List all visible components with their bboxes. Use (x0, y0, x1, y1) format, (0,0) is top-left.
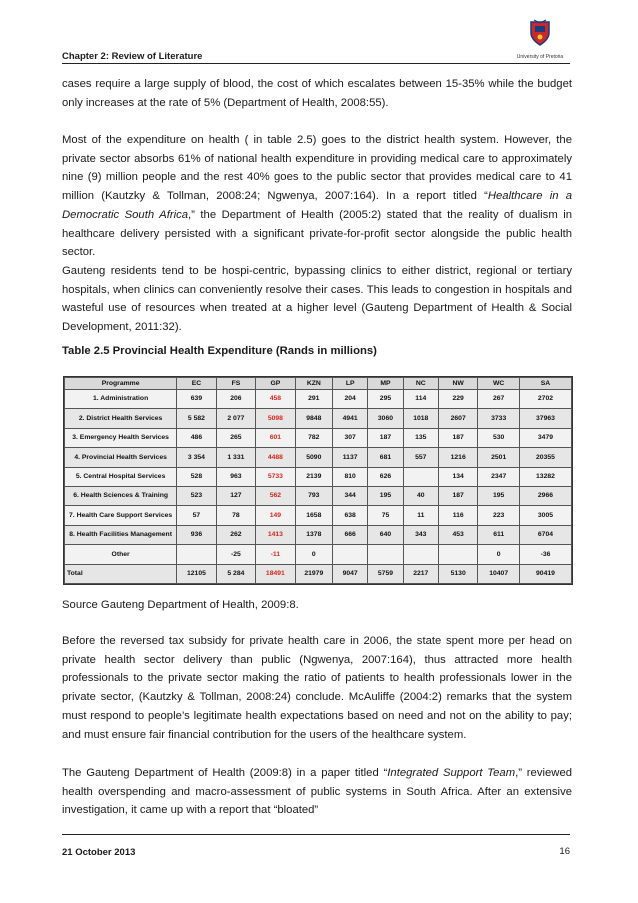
value-cell: 782 (295, 428, 332, 447)
value-cell (368, 545, 403, 564)
value-cell: 149 (256, 506, 295, 525)
value-cell: 187 (438, 486, 477, 505)
paper-title: Integrated Support Team (387, 767, 516, 779)
value-cell: 90419 (519, 564, 571, 583)
value-cell: 963 (216, 467, 255, 486)
paragraph-tax-subsidy: Before the reversed tax subsidy for private health care in 2006, the state spent more per head on private health sector delivery than public (Ngwenya, 2007:164), thus attracted more health professionals to the private sector making the ratio of patients to health professionals lower in the private sector, (Kautzky & Tollman, 2008:24) conclude. McAuliffe (2004:2) remarks that the system must respond to people’s legitimate health expectations based on need and not on the ability to pay; and must ensure fair financial contribution for the users of the healthcare system. (62, 635, 572, 741)
value-cell: 611 (478, 525, 520, 544)
value-cell: 557 (403, 448, 438, 467)
table-source: Source Gauteng Department of Health, 2009:8. (62, 599, 299, 611)
value-cell: 523 (177, 486, 216, 505)
report-title: Healthcare in a Democratic South Africa (62, 190, 573, 221)
value-cell: 2702 (519, 390, 571, 409)
programme-cell: 1. Administration (65, 390, 177, 409)
table-row (65, 448, 572, 467)
value-cell (333, 545, 368, 564)
column-header: WC (478, 378, 520, 390)
value-cell: 793 (295, 486, 332, 505)
page-number: 16 (559, 846, 570, 857)
chapter-title: Chapter 2: Review of Literature (62, 51, 203, 62)
value-cell: 601 (256, 428, 295, 447)
value-cell: 307 (333, 428, 368, 447)
paragraph-expenditure-part-b: ,” the Department of Health (2005:2) stated that the reality of dualism in healthcare delivery persisted with a significant private-for-profit sector alongside the public health sector. (62, 208, 572, 259)
paragraph-gauteng-report (62, 764, 572, 820)
table-title: Table 2.5 Provincial Health Expenditure (Rands in millions) (62, 345, 377, 357)
value-cell: 3479 (519, 428, 571, 447)
programme-cell: 4. Provincial Health Services (65, 448, 177, 467)
footer-date: 21 October 2013 (62, 847, 136, 858)
value-cell: 5098 (256, 409, 295, 428)
value-cell: 2501 (478, 448, 520, 467)
value-cell: 528 (177, 467, 216, 486)
footer-divider (62, 834, 570, 835)
table-row (65, 506, 572, 525)
value-cell: 810 (333, 467, 368, 486)
value-cell: 0 (295, 545, 332, 564)
value-cell: 1658 (295, 506, 332, 525)
table-row (65, 486, 572, 505)
value-cell: 5090 (295, 448, 332, 467)
value-cell: 75 (368, 506, 403, 525)
table-row (65, 409, 572, 428)
value-cell: 9047 (333, 564, 368, 583)
value-cell: 78 (216, 506, 255, 525)
programme-cell: Other (65, 545, 177, 564)
value-cell: 638 (333, 506, 368, 525)
column-header: LP (333, 378, 368, 390)
value-cell (177, 545, 216, 564)
value-cell: 223 (478, 506, 520, 525)
value-cell: 936 (177, 525, 216, 544)
paragraph-expenditure-part-a: Most of the expenditure on health ( in table 2.5) goes to the district health system. However, the private sector absorbs 61% of national health expenditure in providing medical care to approximately nine (9) million people and the rest 40% goes to the public sector that provides medical care to 41 million (Kautzky & Tollman, 2008:24; Ngwenya, 2007:164). In a report titled “ (62, 134, 572, 203)
column-header: Programme (65, 378, 177, 390)
value-cell: 206 (216, 390, 255, 409)
value-cell: 262 (216, 525, 255, 544)
value-cell: 57 (177, 506, 216, 525)
column-header: NW (438, 378, 477, 390)
value-cell: 291 (295, 390, 332, 409)
value-cell: 562 (256, 486, 295, 505)
value-cell: 204 (333, 390, 368, 409)
value-cell: 1413 (256, 525, 295, 544)
value-cell: 453 (438, 525, 477, 544)
value-cell: 3 354 (177, 448, 216, 467)
expenditure-table-container (63, 376, 573, 585)
value-cell: 116 (438, 506, 477, 525)
value-cell: -25 (216, 545, 255, 564)
university-crest-icon (528, 19, 552, 47)
value-cell: 9848 (295, 409, 332, 428)
column-header: FS (216, 378, 255, 390)
table-header-row (65, 378, 572, 390)
paragraph-blood-cost: cases require a large supply of blood, the cost of which escalates between 15-35% while the budget only increases at the rate of 5% (Department of Health, 2008:55). (62, 78, 572, 109)
column-header: GP (256, 378, 295, 390)
value-cell: 3060 (368, 409, 403, 428)
value-cell: 127 (216, 486, 255, 505)
header-divider (62, 63, 570, 64)
table-row (65, 390, 572, 409)
column-header: EC (177, 378, 216, 390)
paragraph-expenditure (62, 131, 572, 262)
value-cell: 2 077 (216, 409, 255, 428)
value-cell: 4488 (256, 448, 295, 467)
value-cell: 343 (403, 525, 438, 544)
column-header: MP (368, 378, 403, 390)
value-cell: 639 (177, 390, 216, 409)
value-cell: 20355 (519, 448, 571, 467)
value-cell: 0 (478, 545, 520, 564)
university-name: University of Pretoria (516, 54, 564, 60)
value-cell: 1 331 (216, 448, 255, 467)
table-row (65, 545, 572, 564)
value-cell: 344 (333, 486, 368, 505)
value-cell: 295 (368, 390, 403, 409)
programme-cell: 8. Health Facilities Management (65, 525, 177, 544)
value-cell (403, 545, 438, 564)
value-cell: 10407 (478, 564, 520, 583)
value-cell: 458 (256, 390, 295, 409)
value-cell: 1216 (438, 448, 477, 467)
value-cell: 114 (403, 390, 438, 409)
value-cell: 5 582 (177, 409, 216, 428)
value-cell: 187 (368, 428, 403, 447)
value-cell: 626 (368, 467, 403, 486)
value-cell: 681 (368, 448, 403, 467)
value-cell: 2607 (438, 409, 477, 428)
value-cell: 11 (403, 506, 438, 525)
table-row (65, 564, 572, 583)
column-header: SA (519, 378, 571, 390)
value-cell: 5733 (256, 467, 295, 486)
paragraph-gauteng-report-part-a: The Gauteng Department of Health (2009:8) in a paper titled “ (62, 767, 388, 779)
value-cell: 1137 (333, 448, 368, 467)
value-cell: 640 (368, 525, 403, 544)
value-cell: 1378 (295, 525, 332, 544)
table-row (65, 467, 572, 486)
value-cell (438, 545, 477, 564)
value-cell: 1018 (403, 409, 438, 428)
value-cell: 267 (478, 390, 520, 409)
paragraph-gauteng-residents: Gauteng residents tend to be hospi-centric, bypassing clinics to either district, regional or tertiary hospitals, when clinics can conveniently resolve their cases. This leads to congestion in hospitals and wasteful use of resources when treated at a higher level (Gauteng Department of Health & Social Development, 2011:32). (62, 265, 572, 334)
value-cell: 18491 (256, 564, 295, 583)
value-cell: 12105 (177, 564, 216, 583)
programme-cell: 6. Health Sciences & Training (65, 486, 177, 505)
value-cell: 2217 (403, 564, 438, 583)
value-cell: 5759 (368, 564, 403, 583)
value-cell: 530 (478, 428, 520, 447)
value-cell: 40 (403, 486, 438, 505)
paragraph-gauteng-report-part-b: ,” reviewed health overspending and macro-assessment of public systems in South Africa. After an extensive investigation, it came up with a report that “bloated” (62, 767, 573, 817)
column-header: NC (403, 378, 438, 390)
value-cell: 135 (403, 428, 438, 447)
value-cell: -36 (519, 545, 571, 564)
value-cell: 2347 (478, 467, 520, 486)
value-cell: 3733 (478, 409, 520, 428)
value-cell: 2139 (295, 467, 332, 486)
value-cell: 195 (368, 486, 403, 505)
value-cell: 5 284 (216, 564, 255, 583)
programme-cell: Total (65, 564, 177, 583)
value-cell: 4941 (333, 409, 368, 428)
page-header (62, 49, 570, 67)
university-logo (510, 19, 570, 61)
value-cell: 666 (333, 525, 368, 544)
value-cell: 2966 (519, 486, 571, 505)
expenditure-table (64, 377, 572, 584)
programme-cell: 2. District Health Services (65, 409, 177, 428)
value-cell: 187 (438, 428, 477, 447)
programme-cell: 5. Central Hospital Services (65, 467, 177, 486)
value-cell: 486 (177, 428, 216, 447)
column-header: KZN (295, 378, 332, 390)
value-cell (403, 467, 438, 486)
value-cell: 5130 (438, 564, 477, 583)
value-cell: 3005 (519, 506, 571, 525)
value-cell: 229 (438, 390, 477, 409)
value-cell: 13282 (519, 467, 571, 486)
value-cell: 21979 (295, 564, 332, 583)
value-cell: 134 (438, 467, 477, 486)
value-cell: -11 (256, 545, 295, 564)
value-cell: 6704 (519, 525, 571, 544)
value-cell: 265 (216, 428, 255, 447)
table-row (65, 428, 572, 447)
programme-cell: 3. Emergency Health Services (65, 428, 177, 447)
value-cell: 195 (478, 486, 520, 505)
table-row (65, 525, 572, 544)
programme-cell: 7. Health Care Support Services (65, 506, 177, 525)
value-cell: 37963 (519, 409, 571, 428)
